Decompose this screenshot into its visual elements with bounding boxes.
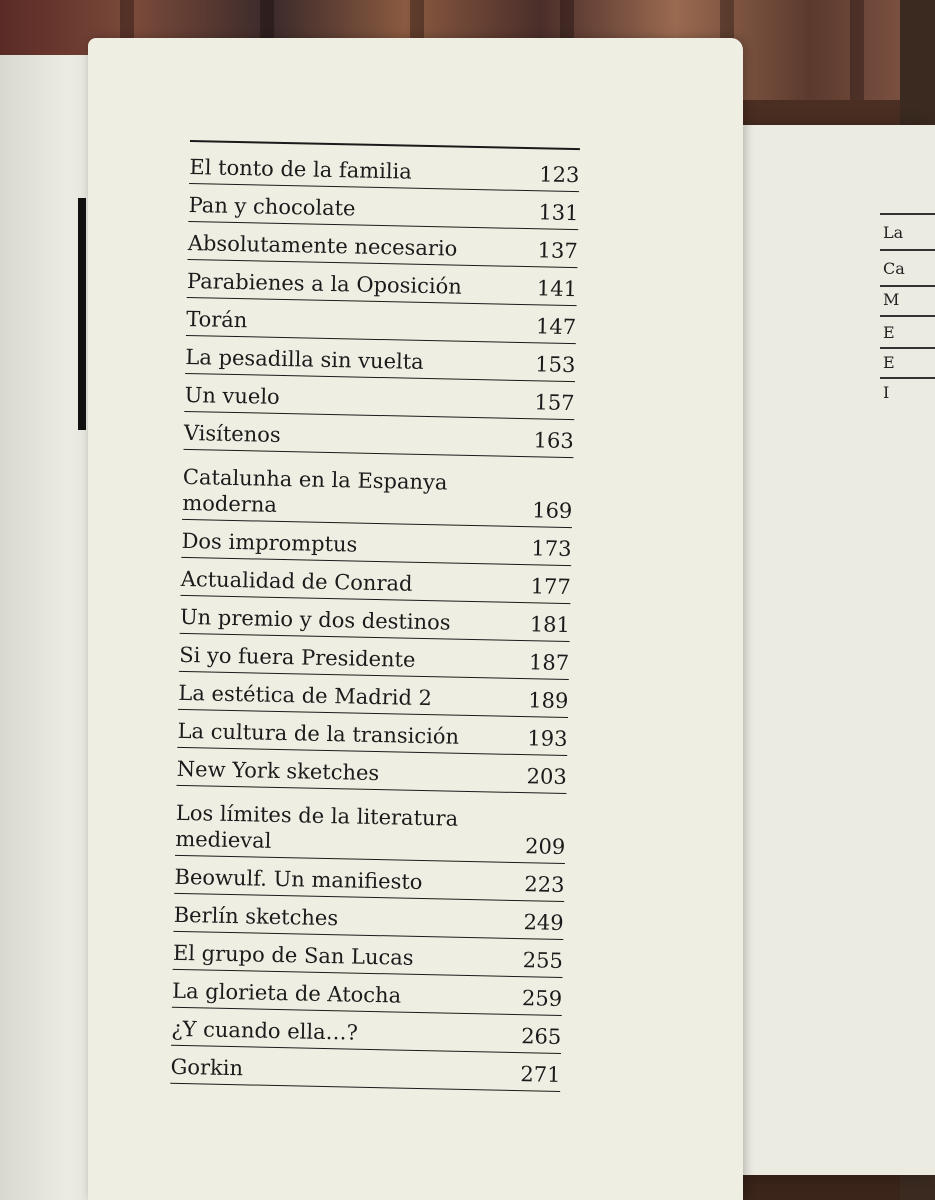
toc-entry-title: Actualidad de Conrad <box>180 566 413 596</box>
toc-entry-title: La glorieta de Atocha <box>171 978 402 1008</box>
toc-entry-page-number: 181 <box>529 612 571 638</box>
toc-entry-title: Torán <box>186 306 248 333</box>
toc-entry-page-number: 163 <box>533 428 575 454</box>
right-page-rule <box>880 315 935 317</box>
toc-entry-page-number: 147 <box>535 314 577 340</box>
toc-entry-title: Absolutamente necesario <box>187 230 458 261</box>
toc-entry-title: La estética de Madrid 2 <box>178 680 433 711</box>
toc-entry <box>182 450 573 528</box>
toc-entry-title: Beowulf. Un manifiesto <box>174 864 423 895</box>
toc-entry-title: Dos impromptus <box>181 528 358 557</box>
toc-entry-page-number: 131 <box>538 200 579 226</box>
toc-entry-title: Catalunha en la Espanya moderna <box>182 464 448 517</box>
toc-entry-page-number: 259 <box>521 986 563 1011</box>
toc-entry-title: El tonto de la familia <box>189 154 413 184</box>
toc-entry-page-number: 137 <box>537 238 579 264</box>
table-of-contents <box>170 140 580 1092</box>
toc-entry-page-number: 271 <box>520 1062 561 1087</box>
right-page-fragment: E <box>883 323 895 342</box>
right-page-rule <box>880 347 935 349</box>
toc-entry-title: Gorkin <box>170 1054 244 1081</box>
toc-entry-title: La cultura de la transición <box>177 718 460 749</box>
right-page-fragment: La <box>883 223 904 242</box>
toc-entry-title: La pesadilla sin vuelta <box>185 344 424 374</box>
toc-entry <box>170 1046 561 1092</box>
right-page-rule <box>880 213 935 215</box>
right-page-fragment: I <box>883 383 890 402</box>
toc-entry-page-number: 169 <box>531 498 573 524</box>
toc-entry-page-number: 203 <box>526 764 567 790</box>
toc-entry-title: Un premio y dos destinos <box>179 604 451 635</box>
toc-entry-title: Si yo fuera Presidente <box>178 642 416 672</box>
toc-entry-page-number: 141 <box>536 276 578 302</box>
toc-entry <box>175 786 566 864</box>
toc-entry-page-number: 157 <box>534 390 575 416</box>
toc-entry-page-number: 189 <box>527 688 569 714</box>
toc-entry-page-number: 249 <box>523 910 564 935</box>
toc-entry-title: Parabienes a la Oposición <box>186 268 463 299</box>
right-page-fragment: E <box>883 353 895 372</box>
toc-entry-title: Visítenos <box>183 420 281 447</box>
toc-entry-title: Un vuelo <box>184 382 280 409</box>
toc-entry-page-number: 153 <box>535 352 576 378</box>
toc-entry-page-number: 265 <box>520 1024 562 1049</box>
toc-entry-title: New York sketches <box>176 756 380 786</box>
toc-entry-page-number: 187 <box>528 650 570 676</box>
toc-entry-page-number: 255 <box>522 948 564 973</box>
toc-entry-page-number: 123 <box>539 162 580 188</box>
right-page-rule <box>880 377 935 379</box>
toc-entry-page-number: 193 <box>527 726 568 752</box>
toc-entry-page-number: 209 <box>524 834 566 860</box>
toc-entry-title: ¿Y cuando ella…? <box>171 1016 359 1045</box>
toc-entry-page-number: 177 <box>530 574 571 600</box>
toc-entry-title: El grupo de San Lucas <box>172 940 414 970</box>
right-page-fragment: Ca <box>883 259 905 278</box>
toc-entry-page-number: 173 <box>531 536 572 562</box>
toc-entry-page-number: 223 <box>524 872 565 898</box>
left-page-black-mark <box>78 198 86 430</box>
right-page-rule <box>880 249 935 251</box>
toc-entry-title: Los límites de la literatura medieval <box>175 800 459 853</box>
toc-entry-title: Pan y chocolate <box>188 192 356 221</box>
right-page-fragment: M <box>883 290 900 309</box>
toc-entry-title: Berlín sketches <box>173 902 339 931</box>
right-page-rule <box>880 285 935 287</box>
